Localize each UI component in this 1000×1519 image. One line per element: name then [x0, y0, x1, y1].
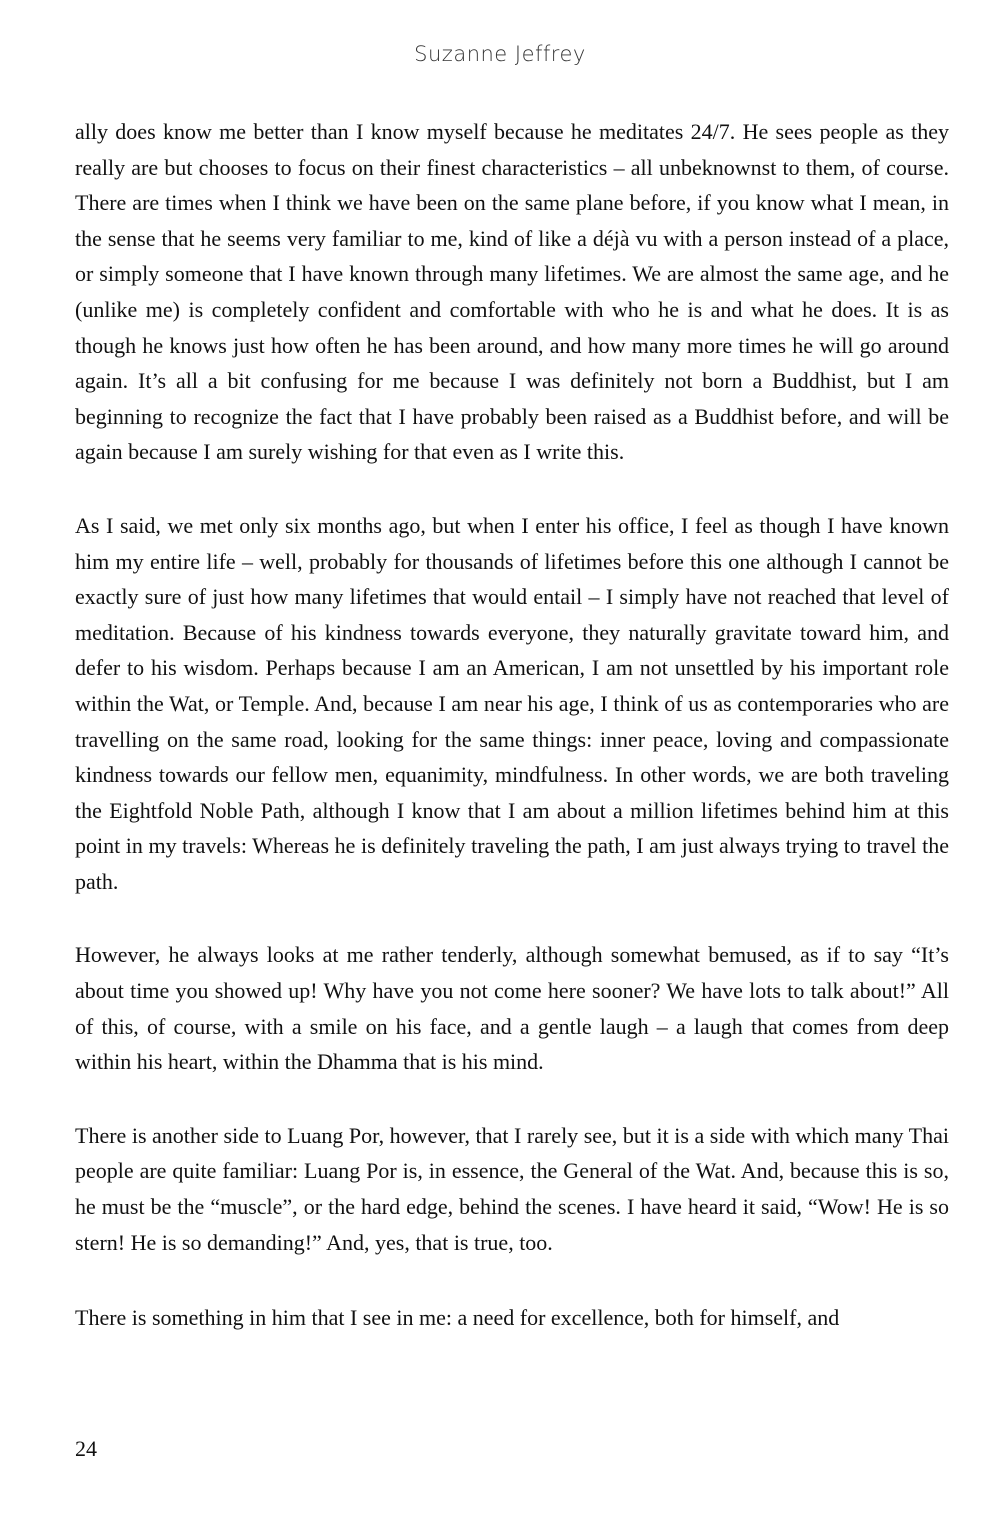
body-text: [75, 114, 949, 1336]
running-head-author: Suzanne Jeffrey: [414, 42, 586, 66]
paragraph-1: ally does know me better than I know myself because he meditates 24/7. He sees people as they really are but chooses to focus on their finest characteristics – all unbeknownst to them, of course. There are times when I think we have been on the same plane before, if you know what I mean, in the sense that he seems very familiar to me, kind of like a déjà vu with a person instead of a place, or simply someone that I have known through many lifetimes. We are almost the same age, and he (unlike me) is completely confident and comfortable with who he is and what he does. It is as though he knows just how often he has been around, and how many more times he will go around again. It’s all a bit confusing for me because I was definitely not born a Buddhist, but I am beginning to recognize the fact that I have probably been raised as a Buddhist before, and will be again because I am surely wishing for that even as I write this.: [75, 119, 949, 465]
paragraph-5: There is something in him that I see in me: a need for excellence, both for himself, and: [75, 1305, 840, 1331]
paragraph-4: There is another side to Luang Por, however, that I rarely see, but it is a side with which many Thai people are quite familiar: Luang Por is, in essence, the General of the Wat. And, because this is so, he must be the “muscle”, or the hard edge, behind the scenes. I have heard it said, “Wow! He is so stern! He is so demanding!” And, yes, that is true, too.: [75, 1122, 949, 1255]
paragraph-2: As I said, we met only six months ago, but when I enter his office, I feel as though I have known him my entire life – well, probably for thousands of lifetimes before this one although I cannot be exactly sure of just how many lifetimes that would entail – I simply have not reached that level of meditation. Because of his kindness towards everyone, they naturally gravitate toward him, and defer to his wisdom. Perhaps because I am an American, I am not unsettled by his important role within the Wat, or Temple. And, because I am near his age, I think of us as contemporaries who are travelling on the same road, looking for the same things: inner peace, loving and compassionate kindness towards our fellow men, equanimity, mindfulness. In other words, we are both traveling the Eightfold Noble Path, although I know that I am about a million lifetimes behind him at this point in my travels: Whereas he is definitely traveling the path, I am just always trying to travel the path.: [75, 512, 949, 894]
page-number: 24: [75, 1436, 97, 1461]
paragraph-3: However, he always looks at me rather tenderly, although somewhat bemused, as if to say “It’s about time you showed up! Why have you not come here sooner? We have lots to talk about!” All of this, of course, with a smile on his face, and a gentle laugh – a laugh that comes from deep within his heart, within the Dhamma that is his mind.: [75, 942, 949, 1075]
